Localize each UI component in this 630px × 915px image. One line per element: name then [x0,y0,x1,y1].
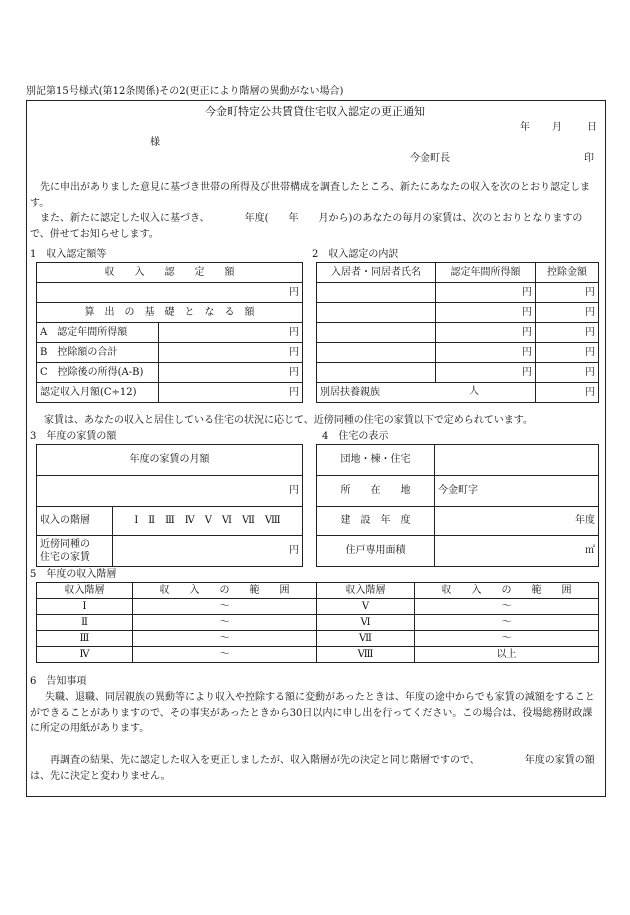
table-row [37,363,303,383]
issuer-name: 今金町長 [410,153,450,164]
stage-cell: Ⅵ [317,615,415,631]
range-cell: ～ [133,647,317,663]
row-label: B 控除額の合計 [37,343,159,363]
row-value: 今金町字 [435,476,599,507]
similar-rent-label [37,536,113,567]
range-cell: ～ [415,631,599,647]
income-certification-table [36,262,303,403]
rent-amount: 円 [37,476,303,507]
col-deduction: 控除金額 [536,263,599,283]
section2-heading: 2 収入認定の内訳 [312,249,399,260]
stage-cell: Ⅱ [37,615,133,631]
income-cert-amount: 円 [37,283,303,303]
stage-label: 収入の階層 [37,507,113,536]
range-cell: ～ [133,631,317,647]
cell-unit: 円 [536,343,599,363]
intro-paragraph-1: 先に申出がありました意見に基づき世帯の所得及び世帯構成を調査したところ、新たにあなたの収入を次のとおり認定します。 [30,182,590,209]
col-annual-income: 認定年間所得額 [436,263,536,283]
cell-unit: 円 [436,343,536,363]
cell-unit: 円 [536,363,599,383]
table-row [317,383,599,403]
cell-unit: 円 [436,303,536,323]
similar-rent-label-line2: 住宅の家賃 [40,552,90,563]
notice-body: 失職、退職、同居親族の異動等により収入や控除する額に変動があったときは、年度の途中からでも家賃の減額をすることができることがありますので、その事実があったときから30日以内に申し出を行ってください。この場合は、役場総務財政課に所定の用紙があります。 [30,692,595,734]
stage-options: Ⅰ Ⅱ Ⅲ Ⅳ Ⅴ Ⅵ Ⅶ Ⅷ [113,507,303,536]
table-row [37,343,303,363]
table-row [317,363,599,383]
row-label: 建 設 年 度 [317,507,435,536]
col-resident-name: 入居者・同居者氏名 [317,263,436,283]
dependents-count-unit: 人 [469,386,479,397]
table-row [317,343,599,363]
basis-header: 算 出 の 基 礎 と な る 額 [37,303,303,323]
row-label: 住戸専用面積 [317,536,435,567]
row-label: 団地・棟・住宅 [317,445,435,476]
issuer-seal: 印 [584,153,594,164]
row-value: 円 [159,343,303,363]
row-value: 円 [159,363,303,383]
cell-unit: 円 [536,323,599,343]
range-cell: 以上 [415,647,599,663]
table-row [37,323,303,343]
table-row [37,615,599,631]
stage-cell: Ⅰ [37,599,133,615]
date-year: 年 [520,122,530,133]
cell-unit: 円 [436,363,536,383]
separate-dependents-label: 別居扶養親族 [320,386,380,398]
table-row [317,507,599,536]
rent-note: 家賃は、あなたの収入と居住している住宅の状況に応じて、近傍同種の住宅の家賃以下で定められています。 [44,415,533,426]
table-row [317,303,599,323]
dependents-deduction: 円 [536,383,599,403]
stage-cell: Ⅳ [37,647,133,663]
table-row [37,647,599,663]
rent-amount-table [36,444,303,567]
similar-rent-value: 円 [113,536,303,567]
col-stage-right: 収入階層 [317,583,415,599]
table-row [37,383,303,403]
stage-cell: Ⅴ [317,599,415,615]
cell-unit: 円 [436,283,536,303]
col-range-right: 収 入 の 範 囲 [415,583,599,599]
similar-rent-label-line1: 近傍同種の [40,539,90,550]
rent-header: 年度の家賃の月額 [37,445,303,476]
date-day: 日 [587,122,597,133]
closing-statement: 再調査の結果、先に認定した収入を更正しましたが、収入階層が先の決定と同じ階層ですので、 年度の家賃の額は、先に決定と変わりません。 [30,755,595,782]
cell-unit: 円 [536,283,599,303]
range-cell: ～ [133,599,317,615]
form-number: 別記第15号様式(第12条関係)その2(更正により階層の異動がない場合) [26,86,344,97]
row-label: C 控除後の所得(A-B) [37,363,159,383]
row-value [435,445,599,476]
row-label: A 認定年間所得額 [37,323,159,343]
stage-cell: Ⅷ [317,647,415,663]
table-row [317,536,599,567]
section1-heading: 1 収入認定額等 [30,249,107,260]
range-cell: ～ [415,615,599,631]
addressee-sama: 様 [150,137,160,148]
table-row [37,631,599,647]
row-value: ㎡ [435,536,599,567]
table-row [37,599,599,615]
table-row [317,283,599,303]
date-month: 月 [552,122,562,133]
section4-heading: 4 住宅の表示 [322,431,389,442]
stage-cell: Ⅲ [37,631,133,647]
section6-heading: 6 告知事項 [30,676,87,687]
table-row [317,323,599,343]
row-label: 所 在 地 [317,476,435,507]
income-breakdown-table [316,262,599,403]
section3-heading: 3 年度の家賃の額 [30,431,117,442]
range-cell: ～ [415,599,599,615]
row-value: 円 [159,323,303,343]
table-row [317,445,599,476]
col-stage-left: 収入階層 [37,583,133,599]
stage-cell: Ⅶ [317,631,415,647]
cell-unit: 円 [536,303,599,323]
table-row [317,476,599,507]
row-value: 年度 [435,507,599,536]
income-cert-header: 収 入 認 定 額 [37,263,303,283]
cell-unit: 円 [436,323,536,343]
row-value: 円 [159,383,303,403]
intro-paragraph-2: また、新たに認定した収入に基づき、 年度( 年 月から)のあなたの毎月の家賃は、次のとおりとなりますので、併せてお知らせします。 [30,213,583,240]
income-stage-table [36,582,599,663]
col-range-left: 収 入 の 範 囲 [133,583,317,599]
row-label: 認定収入月額(C÷12) [37,383,159,403]
section5-heading: 5 年度の収入階層 [30,569,117,580]
document-title: 今金町特定公共賃貸住宅収入認定の更正通知 [205,105,425,118]
range-cell: ～ [133,615,317,631]
housing-display-table [316,444,599,567]
